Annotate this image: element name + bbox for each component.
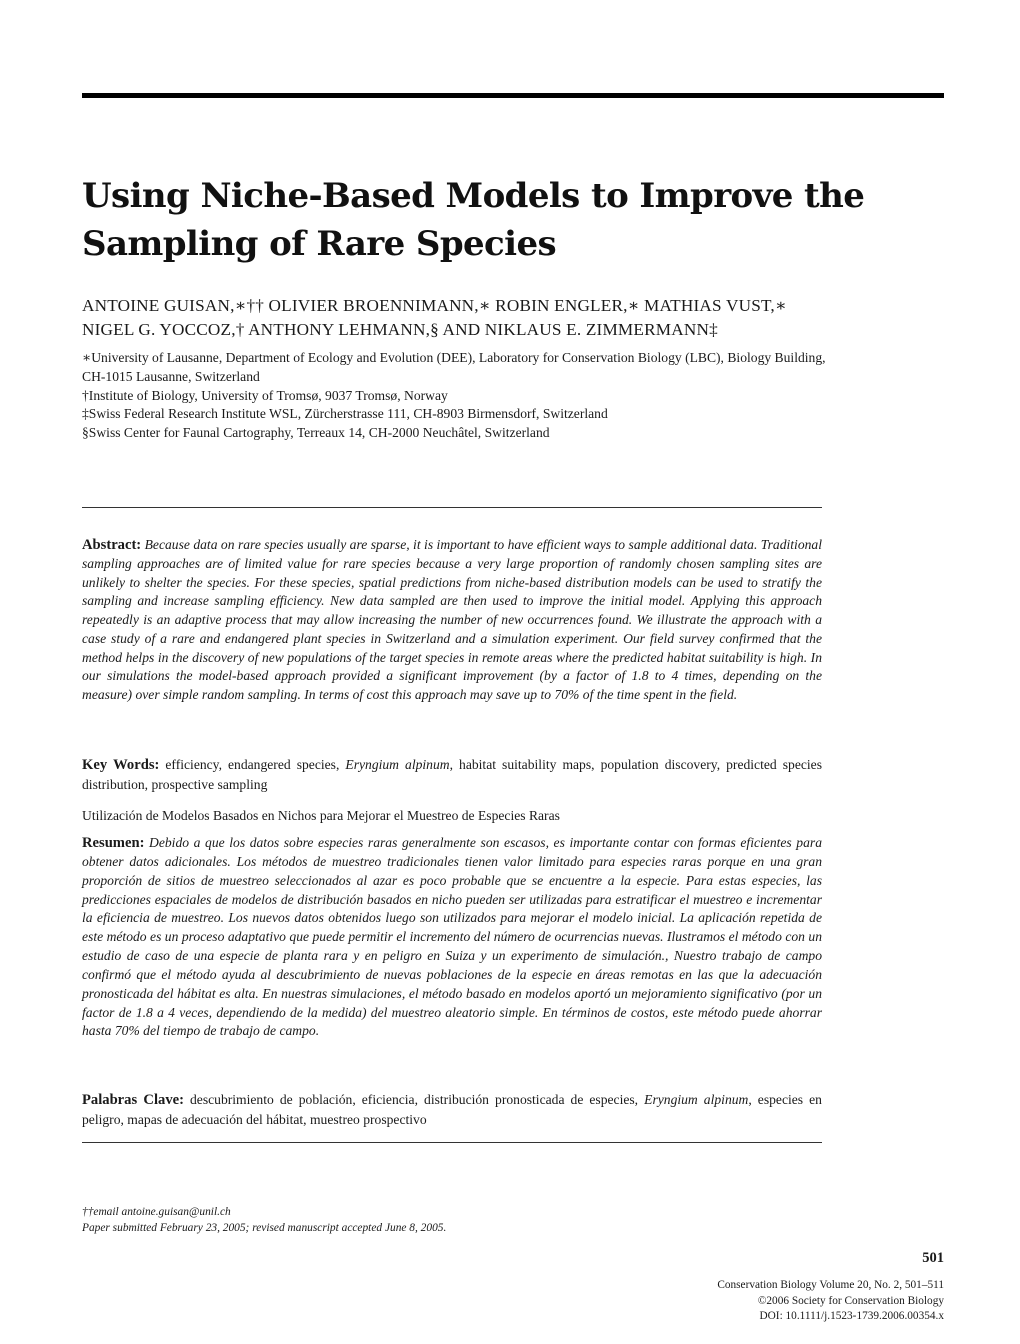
resumen-label: Resumen: xyxy=(82,835,145,851)
article-title: Using Niche-Based Models to Improve the Sampling of Rare Species xyxy=(82,176,865,264)
affiliations xyxy=(82,349,952,443)
abstract-label: Abstract: xyxy=(82,537,142,553)
palabras-label: Palabras Clave: xyxy=(82,1092,184,1108)
abstract-bottom-rule xyxy=(82,1142,822,1143)
affiliation-lausanne: ∗University of Lausanne, Department of Ecology and Evolution (DEE), Laboratory for Conservation Biology (LBC), Biology Building, xyxy=(82,350,826,365)
affiliation-tromso: †Institute of Biology, University of Tromsø, 9037 Tromsø, Norway xyxy=(82,387,448,403)
keywords-text-before: efficiency, endangered species, xyxy=(165,757,340,772)
abstract-top-rule xyxy=(82,507,822,508)
palabras-text-after: , especies en peligro, mapas de adecuación del hábitat, muestreo prospectivo xyxy=(82,1092,822,1127)
top-rule xyxy=(82,93,944,98)
keywords xyxy=(82,755,822,794)
author-line-2: NIGEL G. YOCCOZ,† ANTHONY LEHMANN,§ AND NIKLAUS E. ZIMMERMANN‡ xyxy=(82,320,718,339)
keywords-text-after: , habitat suitability maps, population discovery, predicted species distribution, prospective sampling xyxy=(82,757,822,792)
abstract-text: Because data on rare species usually are sparse, it is important to have efficient ways to sample additional data. Traditional sampling approaches are of limited value for rare species because a very large proportion of randomly chosen sampling sites are unlikely to shelter the species. For these species, spatial predictions from niche-based distribution models can be used to stratify the sampling and increase sampling efficiency. New data sampled are then used to improve the initial model. Applying this approach repeatedly is an adaptive process that may allow increasing the number of new occurrences found. We illustrate the approach with a case study of a rare and endangered plant species in Switzerland and a simulation experiment. Our field survey confirmed that the method helps in the discovery of new populations of the target species in remote areas where the predicted habitat suitability is high. In our simulations the model-based approach provided a significant improvement (by a factor of 1.8 to 4 times, depending on the measure) over simple random sampling. In terms of cost this approach may save up to 70% of the time spent in the field. xyxy=(82,537,822,702)
resumen xyxy=(82,834,822,1041)
keywords-label: Key Words: xyxy=(82,757,160,773)
abstract xyxy=(82,536,822,705)
affiliation-lausanne-cont: CH-1015 Lausanne, Switzerland xyxy=(82,368,260,384)
author-line-1: ANTOINE GUISAN,∗†† OLIVIER BROENNIMANN,∗ ROBIN ENGLER,∗ MATHIAS VUST,∗ xyxy=(82,296,787,315)
palabras-clave xyxy=(82,1090,822,1129)
journal-copyright: ©2006 Society for Conservation Biology xyxy=(757,1294,944,1307)
affiliation-cscf: §Swiss Center for Faunal Cartography, Terreaux 14, CH-2000 Neuchâtel, Switzerland xyxy=(82,425,550,441)
spanish-title: Utilización de Modelos Basados en Nichos para Mejorar el Muestreo de Especies Raras xyxy=(82,808,560,823)
affiliation-wsl: ‡Swiss Federal Research Institute WSL, Zürcherstrasse 111, CH-8903 Birmensdorf, Switzerland xyxy=(82,406,608,422)
author-list xyxy=(82,294,952,342)
palabras-text-before: descubrimiento de población, eficiencia, distribución pronosticada de especies, xyxy=(190,1092,639,1107)
keywords-species: Eryngium alpinum xyxy=(345,757,450,772)
palabras-species: Eryngium alpinum xyxy=(644,1092,749,1107)
journal-doi: DOI: 10.1111/j.1523-1739.2006.00354.x xyxy=(759,1310,944,1323)
journal-citation: Conservation Biology Volume 20, No. 2, 501–511 xyxy=(717,1279,944,1291)
resumen-text: Debido a que los datos sobre especies raras generalmente son escasos, es importante contar con formas eficientes para obtener datos adicionales. Los métodos de muestreo tradicionales tienen valor limitado para especies raras porque en una gran proporción de sitios de muestreo seleccionados al azar es poco probable que se encuentre a la especie. Para estas especies, las predicciones espaciales de modelos de distribución basados en nicho pueden ser utilizadas para estratificar el muestreo e incrementar la eficiencia de muestreo. Los nuevos datos obtenidos luego son utilizados para mejorar el modelo inicial. La aplicación repetida de este método es un proceso adaptativo que puede permitir el incremento del número de ocurrencias nuevas. Ilustramos el método con un estudio de caso de una especie de planta rara y en peligro en Suiza y un experimento de simulación., Nuestro trabajo de campo confirmó que el método ayuda al descubrimiento de nuevas poblaciones de la especie en áreas remotas en las que la adecuación pronosticada del hábitat es alta. En nuestras simulaciones, el método basado en modelos aportó un mejoramiento significativo (por un factor de 1.8 a 4 veces, dependiendo de la medida) del muestreo aleatorio simple. En términos de costos, este método puede ahorrar hasta 70% del tiempo de trabajo de campo. xyxy=(82,835,822,1039)
page-number: 501 xyxy=(922,1250,944,1266)
footnote-submitted: Paper submitted February 23, 2005; revised manuscript accepted June 8, 2005. xyxy=(82,1221,447,1234)
footnotes xyxy=(82,1205,782,1236)
journal-info xyxy=(600,1278,944,1325)
footnote-email: ††email antoine.guisan@unil.ch xyxy=(82,1206,231,1218)
